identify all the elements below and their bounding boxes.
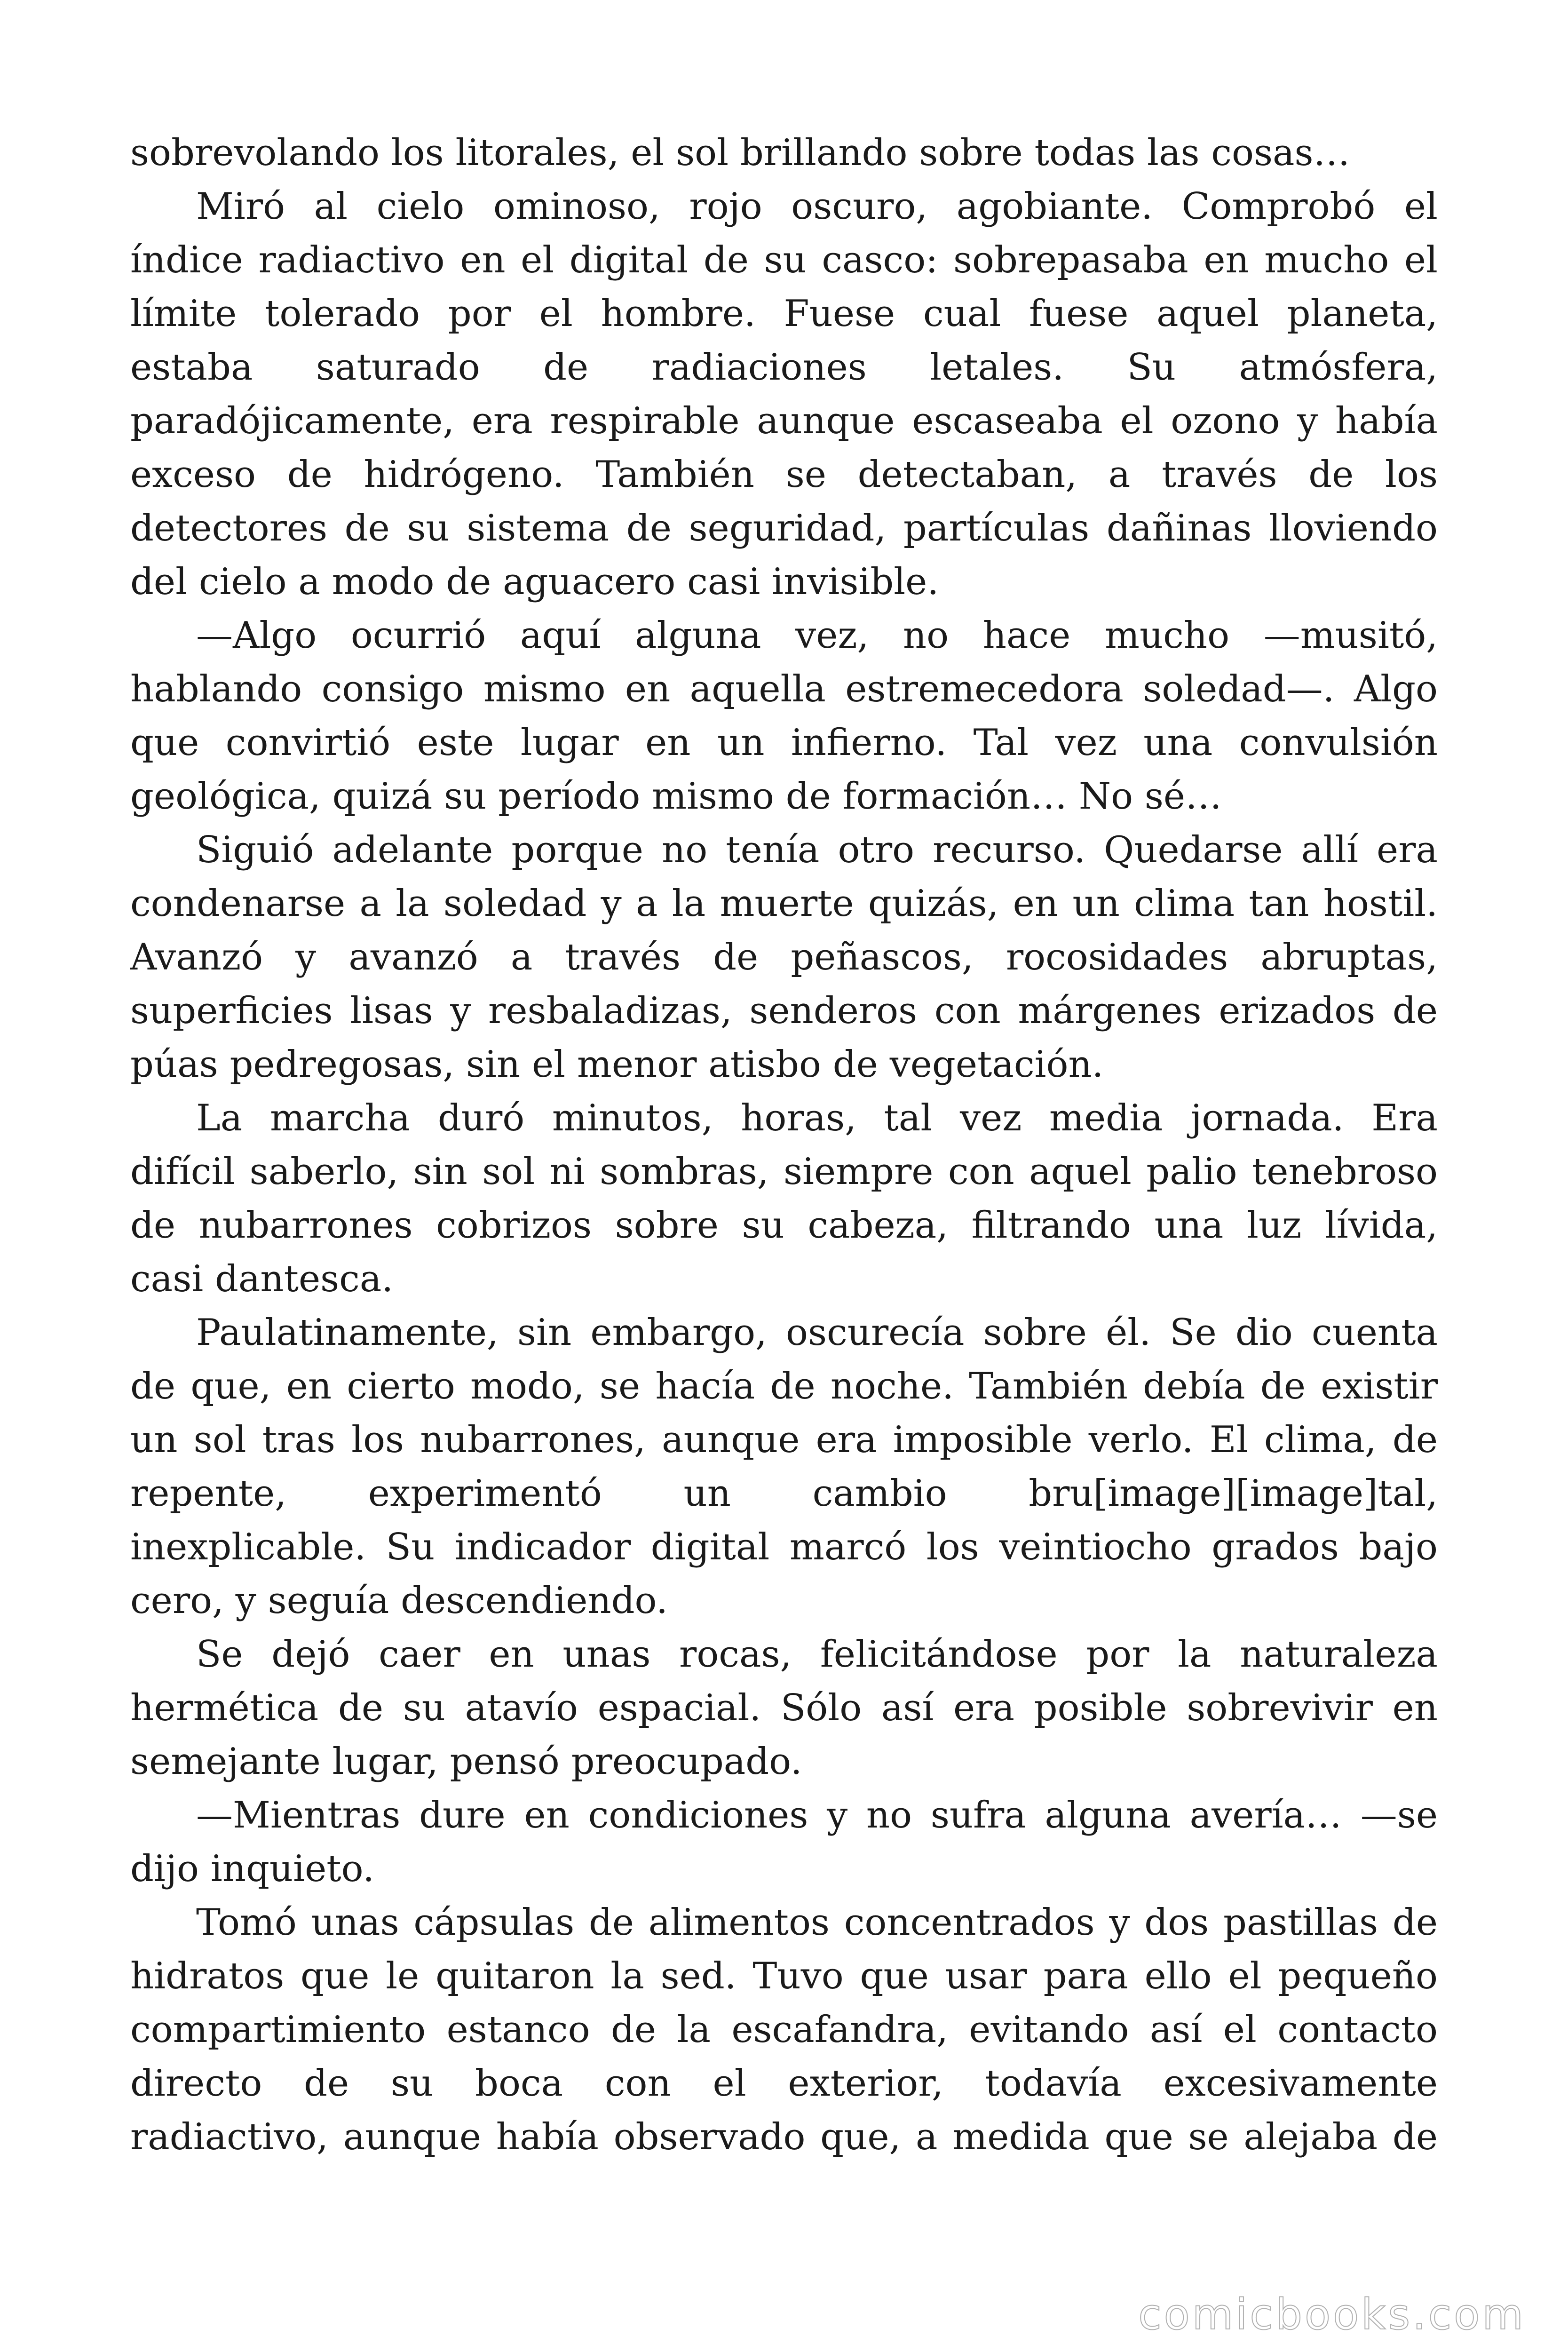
- watermark-logo: comicbooks.com: [1138, 2290, 1526, 2339]
- text-line: hablando consigo mismo en aquella estremecedora soledad—. Algo: [130, 668, 1438, 710]
- text-line: condenarse a la soledad y a la muerte quizás, en un clima tan hostil.: [130, 882, 1438, 925]
- paragraph: [130, 180, 1438, 609]
- text-line: Miró al cielo ominoso, rojo oscuro, agobiante. Comprobó el: [196, 185, 1438, 228]
- text-line: repente, experimentó un cambio bru[image][image]tal,: [130, 1472, 1438, 1515]
- text-line: sobrevolando los litorales, el sol brillando sobre todas las cosas…: [130, 132, 1350, 174]
- page-text: [130, 126, 1438, 2164]
- paragraph: [130, 1896, 1438, 2164]
- text-line: compartimiento estanco de la escafandra, evitando así el contacto: [130, 2009, 1438, 2051]
- text-line: semejante lugar, pensó preocupado.: [130, 1740, 802, 1783]
- text-line: de nubarrones cobrizos sobre su cabeza, filtrando una luz lívida,: [130, 1204, 1438, 1247]
- paragraph: [130, 823, 1438, 1091]
- paragraph: [130, 1628, 1438, 1788]
- text-line: límite tolerado por el hombre. Fuese cual fuese aquel planeta,: [130, 293, 1438, 335]
- text-line: dijo inquieto.: [130, 1848, 374, 1890]
- paragraph: [130, 1306, 1438, 1628]
- text-line: exceso de hidrógeno. También se detectaban, a través de los: [130, 453, 1438, 496]
- text-line: detectores de su sistema de seguridad, partículas dañinas lloviendo: [130, 507, 1438, 549]
- text-line: de que, en cierto modo, se hacía de noche. También debía de existir: [130, 1365, 1438, 1407]
- text-line: directo de su boca con el exterior, todavía excesivamente: [130, 2062, 1438, 2105]
- text-line: Siguió adelante porque no tenía otro recurso. Quedarse allí era: [196, 829, 1438, 871]
- text-line: del cielo a modo de aguacero casi invisible.: [130, 561, 939, 603]
- text-line: difícil saberlo, sin sol ni sombras, siempre con aquel palio tenebroso: [130, 1151, 1438, 1193]
- text-line: hermética de su atavío espacial. Sólo así era posible sobrevivir en: [130, 1687, 1438, 1729]
- paragraph: [130, 126, 1438, 180]
- text-line: índice radiactivo en el digital de su casco: sobrepasaba en mucho el: [130, 239, 1438, 281]
- text-line: púas pedregosas, sin el menor atisbo de vegetación.: [130, 1043, 1104, 1086]
- text-line: Paulatinamente, sin embargo, oscurecía sobre él. Se dio cuenta: [196, 1311, 1438, 1354]
- text-line: inexplicable. Su indicador digital marcó los veintiocho grados bajo: [130, 1526, 1438, 1568]
- text-line: —Algo ocurrió aquí alguna vez, no hace mucho —musitó,: [196, 614, 1438, 657]
- text-line: Avanzó y avanzó a través de peñascos, rocosidades abruptas,: [130, 936, 1438, 978]
- paragraph: [130, 1091, 1438, 1306]
- text-line: La marcha duró minutos, horas, tal vez media jornada. Era: [196, 1097, 1438, 1139]
- text-line: paradójicamente, era respirable aunque escaseaba el ozono y había: [130, 400, 1438, 442]
- text-line: radiactivo, aunque había observado que, a medida que se alejaba de: [130, 2116, 1438, 2158]
- text-line: Se dejó caer en unas rocas, felicitándose por la naturaleza: [196, 1633, 1438, 1676]
- text-line: cero, y seguía descendiendo.: [130, 1580, 668, 1622]
- text-line: un sol tras los nubarrones, aunque era imposible verlo. El clima, de: [130, 1419, 1438, 1461]
- text-line: que convirtió este lugar en un infierno. Tal vez una convulsión: [130, 722, 1438, 764]
- text-line: geológica, quizá su período mismo de formación… No sé…: [130, 775, 1222, 818]
- text-line: hidratos que le quitaron la sed. Tuvo que usar para ello el pequeño: [130, 1955, 1438, 1997]
- text-line: superficies lisas y resbaladizas, senderos con márgenes erizados de: [130, 990, 1438, 1032]
- text-line: estaba saturado de radiaciones letales. Su atmósfera,: [130, 346, 1438, 389]
- paragraph: [130, 609, 1438, 823]
- text-line: Tomó unas cápsulas de alimentos concentrados y dos pastillas de: [196, 1901, 1438, 1944]
- text-line: casi dantesca.: [130, 1258, 394, 1300]
- text-line: —Mientras dure en condiciones y no sufra alguna avería… —se: [196, 1794, 1438, 1836]
- paragraph: [130, 1788, 1438, 1896]
